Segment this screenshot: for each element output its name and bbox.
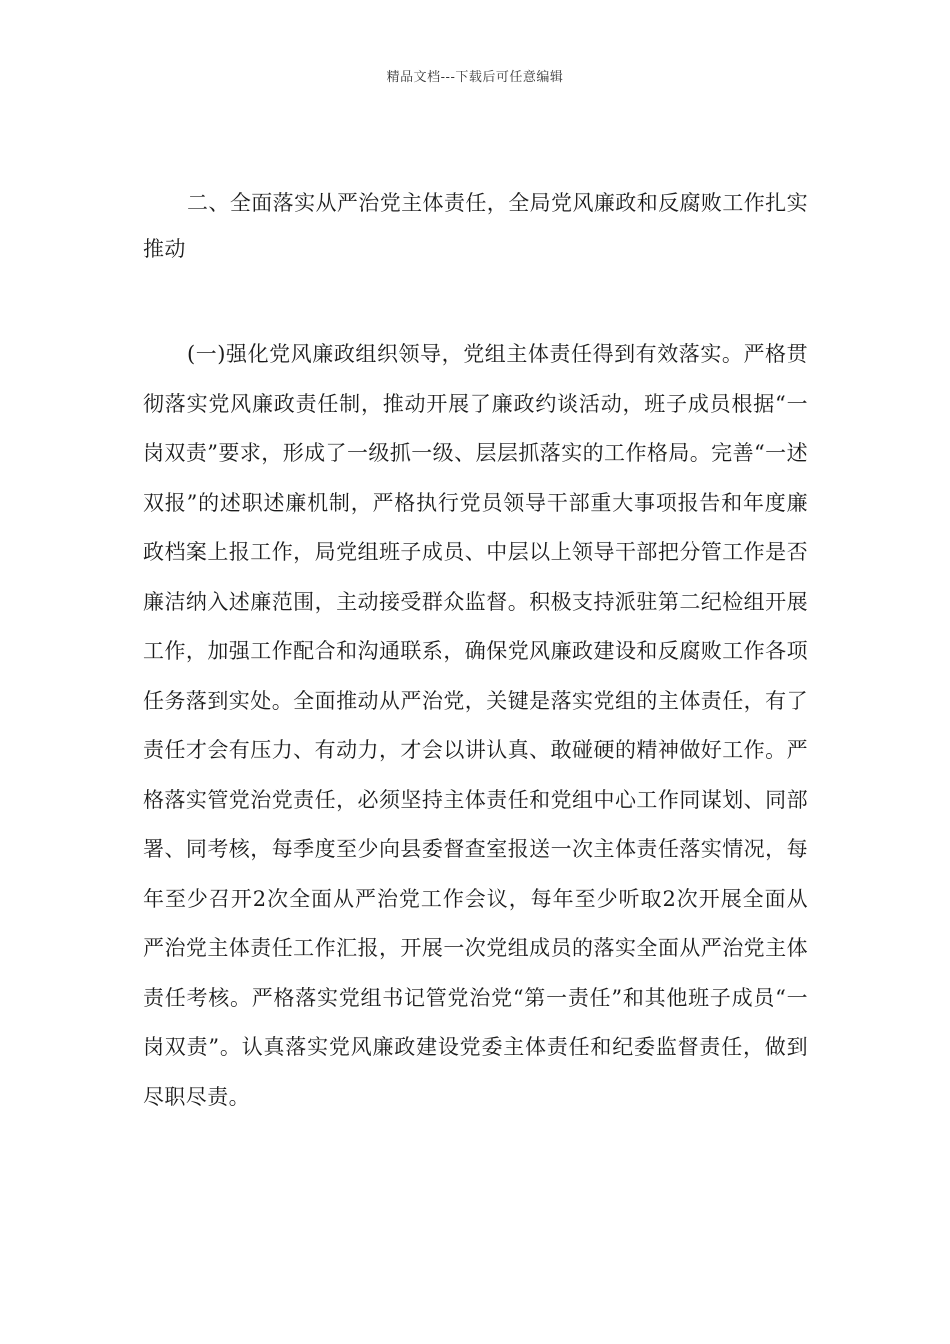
page-header: 精品文档---下载后可任意编辑 [386,70,564,85]
section-heading: 二、全面落实从严治党主体责任，全局党风廉政和反腐败工作扎实推动 [143,191,808,261]
body-paragraph: (一)强化党风廉政组织领导，党组主体责任得到有效落实。严格贯彻落实党风廉政责任制，推动开展了廉政约谈活动，班子成员根据“一岗双责”要求，形成了一级抓一级、层层抓落实的工作格局。完善“一述双报”的述职述廉机制，严格执行党员领导干部重大事项报告和年度廉政档案上报工作，局党组班子成员、中层以上领导干部把分管工作是否廉洁纳入述廉范围，主动接受群众监督。积极支持派驻第二纪检组开展工作，加强工作配合和沟通联系，确保党风廉政建设和反腐败工作各项任务落到实处。全面推动从严治党，关键是落实党组的主体责任，有了责任才会有压力、有动力，才会以讲认真、敢碰硬的精神做好工作。严格落实管党治党责任，必须坚持主体责任和党组中心工作同谋划、同部署、同考核，每季度至少向县委督查室报送一次主体责任落实情况，每年至少召开2次全面从严治党工作会议，每年至少听取2次开展全面从严治党主体责任工作汇报，开展一次党组成员的落实全面从严治党主体责任考核。严格落实党组书记管党治党“第一责任”和其他班子成员“一岗双责”。认真落实党风廉政建设党委主体责任和纪委监督责任，做到尽职尽责。 [143,342,808,1109]
